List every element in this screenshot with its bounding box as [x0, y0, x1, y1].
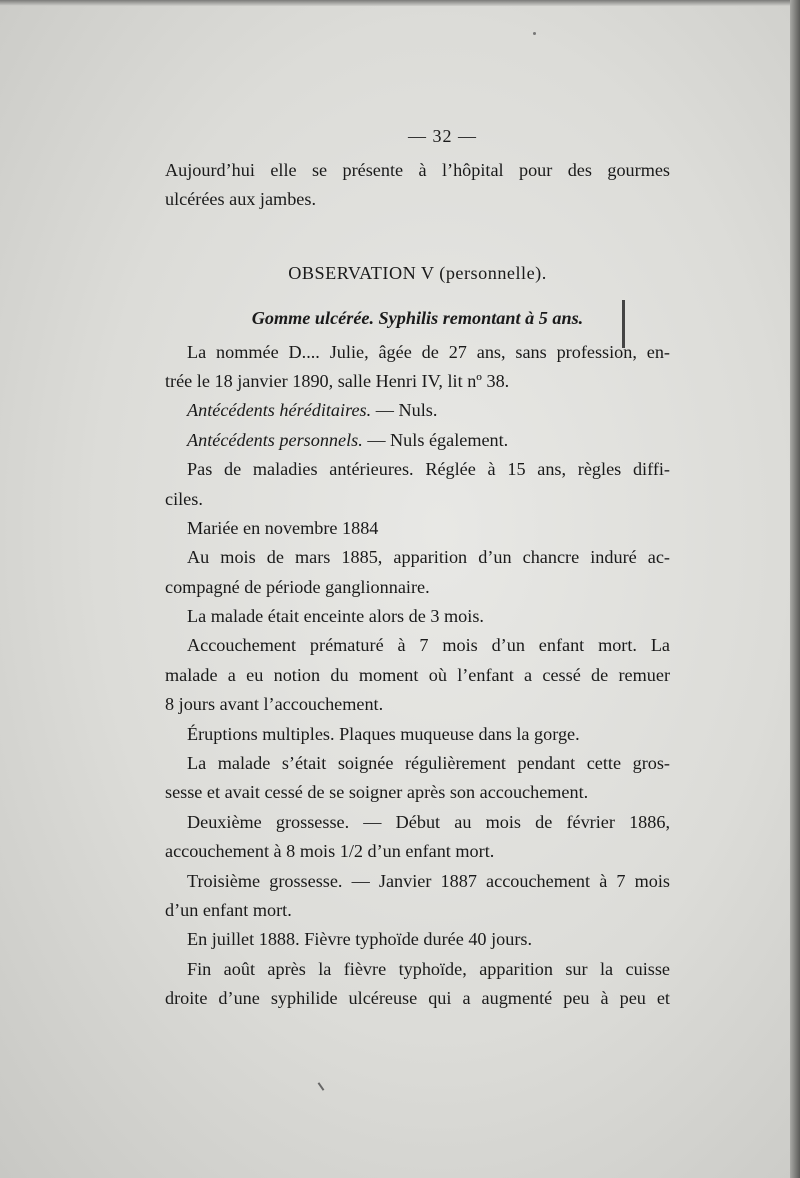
- intro-line-1: Aujourd’hui elle se présente à l’hôpital pour des gourmes: [165, 160, 670, 180]
- paragraph-line: Fin août après la fièvre typhoïde, apparition sur la cuisse: [187, 958, 670, 979]
- observation-title: OBSERVATION V (personnelle).: [288, 262, 547, 283]
- paragraph-line: Au mois de mars 1885, apparition d’un chancre induré ac-: [187, 547, 670, 568]
- hereditary-label: Antécédents héréditaires.: [187, 400, 372, 421]
- paragraph-line: Troisième grossesse. — Janvier 1887 accouchement à 7 mois: [187, 870, 670, 891]
- paragraph-line: 8 jours avant l’accouchement.: [165, 694, 384, 715]
- paragraph-line: compagné de période ganglionnaire.: [165, 576, 430, 597]
- paragraph-line: La nommée D.... Julie, âgée de 27 ans, sans profession, en-: [187, 341, 670, 362]
- personal-history: [165, 426, 670, 455]
- paragraph-line: Accouchement prématuré à 7 mois d’un enfant mort. La: [187, 635, 670, 656]
- page-number: — 32 —: [408, 126, 477, 146]
- personal-text: — Nuls également.: [362, 429, 509, 450]
- paragraph-line: sesse et avait cessé de se soigner après son accouchement.: [165, 782, 589, 803]
- paragraph-line: malade a eu notion du moment où l’enfant a cessé de remuer: [165, 664, 670, 685]
- page-text: [165, 122, 670, 1014]
- paragraph-line: Pas de maladies antérieures. Réglée à 15 ans, règles diffi-: [187, 459, 670, 480]
- ink-speck: [533, 32, 536, 35]
- paragraph-line: droite d’une syphilide ulcéreuse qui a augmenté peu à peu et: [165, 988, 670, 1009]
- paragraph-line: accouchement à 8 mois 1/2 d’un enfant mort.: [165, 841, 495, 862]
- intro-line-2: ulcérées aux jambes.: [165, 189, 316, 210]
- hereditary-text: — Nuls.: [371, 400, 438, 421]
- personal-label: Antécédents personnels.: [187, 429, 363, 450]
- page-edge-right: [790, 0, 800, 1178]
- paragraph-line: Deuxième grossesse. — Début au mois de février 1886,: [187, 811, 670, 832]
- page-edge-top: [0, 0, 800, 6]
- paragraph-line: d’un enfant mort.: [165, 899, 292, 920]
- paragraph-line: trée le 18 janvier 1890, salle Henri IV, lit nº 38.: [165, 370, 510, 391]
- paragraph-line: En juillet 1888. Fièvre typhoïde durée 40 jours.: [187, 929, 532, 950]
- paragraph-line: Mariée en novembre 1884: [187, 517, 379, 538]
- hereditary-history: [165, 396, 670, 425]
- observation-subtitle: Gomme ulcérée. Syphilis remontant à 5 ans.: [251, 308, 584, 329]
- ink-speck: [318, 1082, 325, 1091]
- paragraph-line: Éruptions multiples. Plaques muqueuse dans la gorge.: [187, 723, 580, 744]
- paragraph-line: La malade était enceinte alors de 3 mois.: [187, 606, 484, 627]
- paragraph-line: ciles.: [165, 488, 203, 509]
- paragraph-line: La malade s’était soignée régulièrement pendant cette gros-: [187, 753, 670, 774]
